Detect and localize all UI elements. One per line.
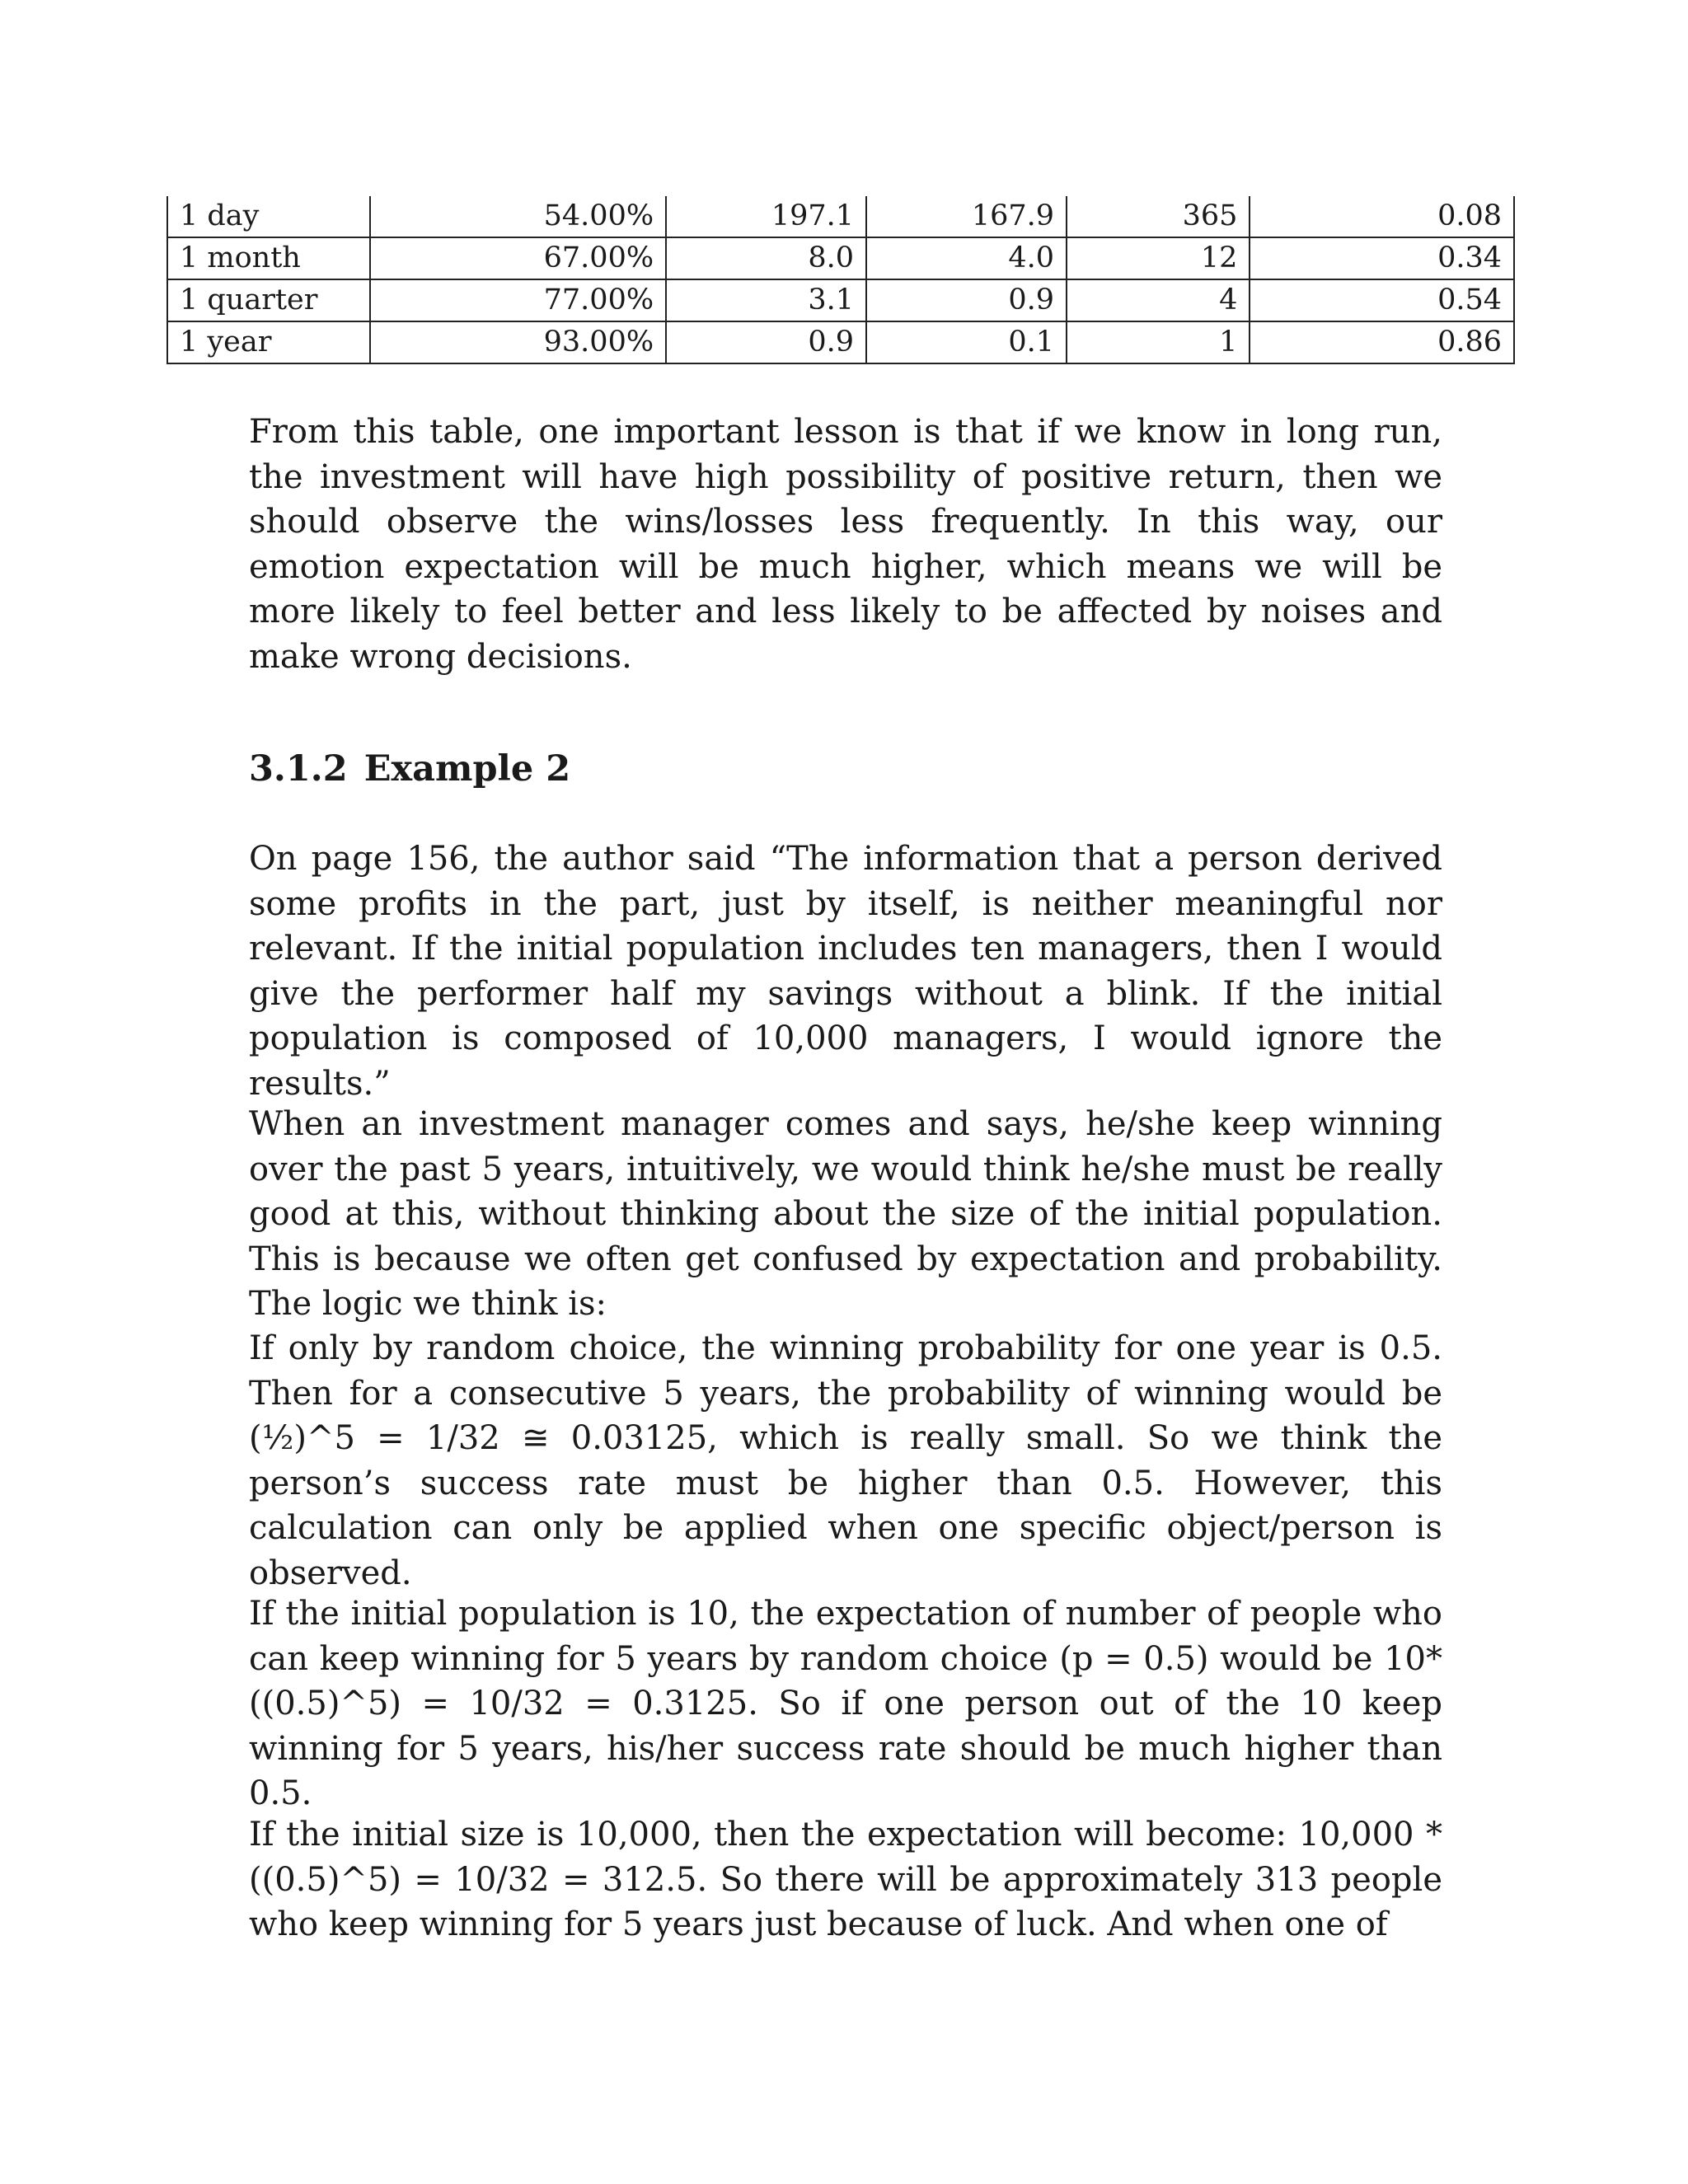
paragraph-manager-intuition: When an investment manager comes and says, he/she keep winning over the past 5 years, intuitively, we would think he/she must be really good at this, without thinking about the size of the initial population. This is because we often get confused by expectation and probability. The logic we think is: bbox=[249, 1105, 1442, 1323]
table-cell: 12 bbox=[1067, 237, 1250, 279]
section-heading bbox=[249, 748, 570, 790]
section-title: Example 2 bbox=[363, 748, 571, 790]
section-number: 3.1.2 bbox=[249, 748, 348, 790]
table-cell: 1 bbox=[1067, 321, 1250, 363]
table-cell: 8.0 bbox=[666, 237, 866, 279]
table-cell: 1 day bbox=[167, 196, 370, 237]
table-row bbox=[167, 279, 1514, 321]
table-cell: 0.9 bbox=[666, 321, 866, 363]
results-table bbox=[166, 196, 1515, 364]
table-cell: 0.08 bbox=[1250, 196, 1514, 237]
table-cell: 1 month bbox=[167, 237, 370, 279]
paragraph-author-quote: On page 156, the author said “The information that a person derived some profits in the part, just by itself, is neither meaningful nor relevant. If the initial population includes ten managers, then I would give the performer half my savings without a blink. If the initial population is composed of 10,000 managers, I would ignore the results.” bbox=[249, 840, 1442, 1103]
table-cell: 197.1 bbox=[666, 196, 866, 237]
table-cell: 4 bbox=[1067, 279, 1250, 321]
table-cell: 0.34 bbox=[1250, 237, 1514, 279]
paragraph-population-10000: If the initial size is 10,000, then the expectation will become: 10,000 * ((0.5)^5) = 10/32 = 312.5. So there will be approximately 313 people who keep winning for 5 years just because of luck. And when one of bbox=[249, 1816, 1442, 1943]
table-cell: 54.00% bbox=[370, 196, 666, 237]
table-cell: 67.00% bbox=[370, 237, 666, 279]
table-cell: 365 bbox=[1067, 196, 1250, 237]
paragraph-population-10: If the initial population is 10, the expectation of number of people who can keep winning for 5 years by random choice (p = 0.5) would be 10* ((0.5)^5) = 10/32 = 0.3125. So if one person out of the 10 keep winning for 5 years, his/her success rate should be much higher than 0.5. bbox=[249, 1595, 1442, 1812]
table-cell: 0.1 bbox=[866, 321, 1067, 363]
table-cell: 167.9 bbox=[866, 196, 1067, 237]
table-cell: 0.86 bbox=[1250, 321, 1514, 363]
table-cell: 1 year bbox=[167, 321, 370, 363]
table-row bbox=[167, 196, 1514, 237]
table-cell: 3.1 bbox=[666, 279, 866, 321]
table-cell: 77.00% bbox=[370, 279, 666, 321]
table-cell: 4.0 bbox=[866, 237, 1067, 279]
table-cell: 0.9 bbox=[866, 279, 1067, 321]
table-row bbox=[167, 321, 1514, 363]
table-cell: 1 quarter bbox=[167, 279, 370, 321]
table-cell: 93.00% bbox=[370, 321, 666, 363]
paragraph-table-lesson: From this table, one important lesson is that if we know in long run, the investment will have high possibility of positive return, then we should observe the wins/losses less frequently. In this way, our emotion expectation will be much higher, which means we will be more likely to feel better and less likely to be affected by noises and make wrong decisions. bbox=[249, 413, 1442, 676]
table-row bbox=[167, 237, 1514, 279]
table-cell: 0.54 bbox=[1250, 279, 1514, 321]
paragraph-probability-logic: If only by random choice, the winning probability for one year is 0.5. Then for a consecutive 5 years, the probability of winning would be (½)^5 = 1/32 ≅ 0.03125, which is really small. So we think the person’s success rate must be higher than 0.5. However, this calculation can only be applied when one specific object/person is observed. bbox=[249, 1329, 1442, 1592]
